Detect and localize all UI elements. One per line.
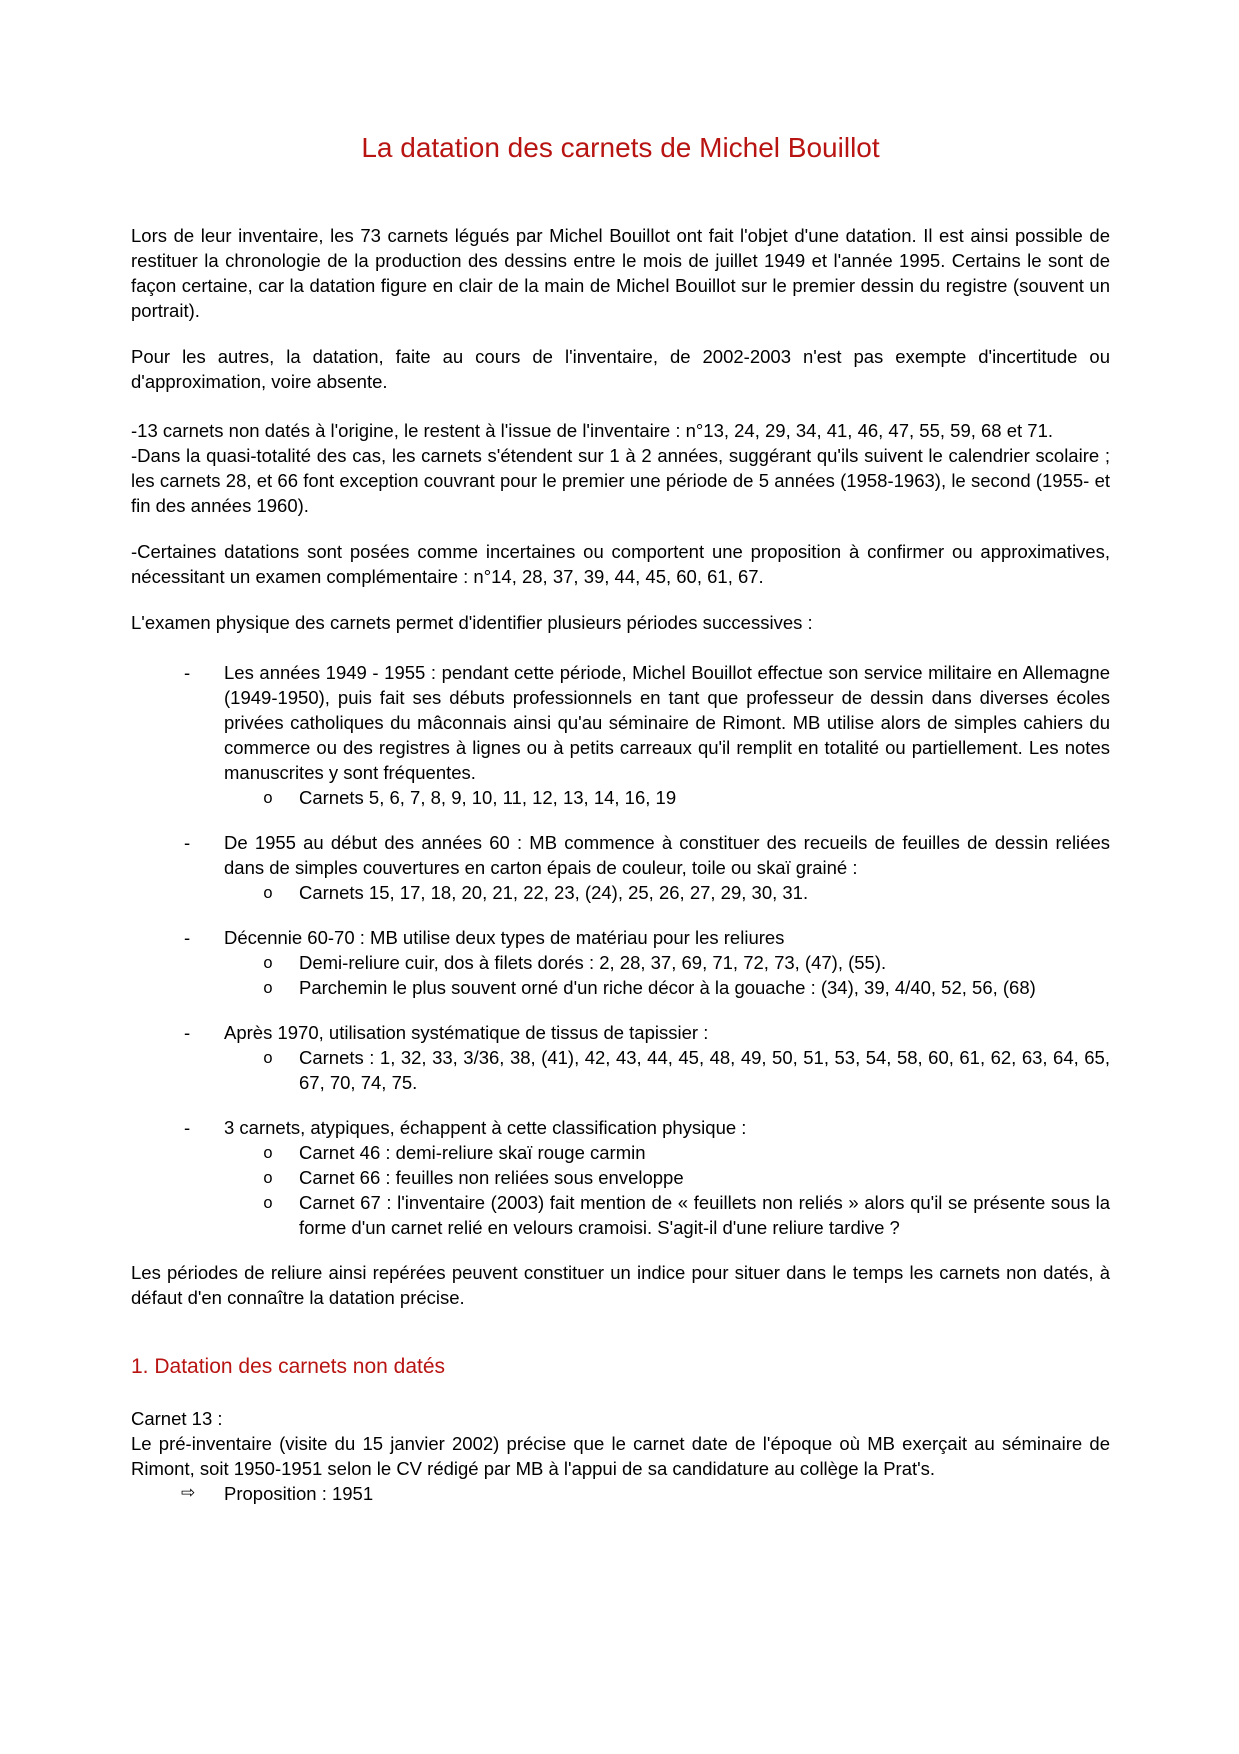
note-school-calendar: -Dans la quasi-totalité des cas, les carnets s'étendent sur 1 à 2 années, suggérant qu'ils suivent le calendrier scolaire ; les carnets 28, et 66 font exception couvrant pour le premier une période de 5 années (1958-1963), le second (1955- et fin des années 1960). (131, 445, 1110, 516)
period-4-text: Après 1970, utilisation systématique de tissus de tapissier : (224, 1022, 709, 1043)
dash-bullet-icon: - (184, 1022, 191, 1043)
list-item-period-1955-60 (131, 830, 1110, 905)
period-4-carnets: Carnets : 1, 32, 33, 3/36, 38, (41), 42, 43, 44, 45, 48, 49, 50, 51, 53, 54, 58, 60, 61, 62, 63, 64, 65, 67, 70, 74, 75. (299, 1047, 1110, 1093)
right-arrow-icon: ⇨ (181, 1483, 196, 1503)
circle-bullet-icon: o (263, 1194, 273, 1213)
period-2-text: De 1955 au début des années 60 : MB commence à constituer des recueils de feuilles de dessin reliées dans de simples couvertures en carton épais de couleur, toile ou skaï grainé : (224, 832, 1110, 878)
atypical-carnet-67: Carnet 67 : l'inventaire (2003) fait mention de « feuillets non reliés » alors qu'il se présente sous la forme d'un carnet relié en velours cramoisi. S'agit-il d'une reliure tardive ? (299, 1192, 1110, 1238)
circle-bullet-icon: o (263, 1049, 273, 1068)
atypical-carnet-66: Carnet 66 : feuilles non reliées sous enveloppe (299, 1167, 684, 1188)
intro-paragraph-1: Lors de leur inventaire, les 73 carnets légués par Michel Bouillot ont fait l'objet d'une datation. Il est ainsi possible de restituer la chronologie de la production des dessins entre le mois de juillet 1949 et l'année 1995. Certains le sont de façon certaine, car la datation figure en clair de la main de Michel Bouillot sur le premier dessin du registre (souvent un portrait). (131, 225, 1110, 321)
atypical-carnet-46: Carnet 46 : demi-reliure skaï rouge carmin (299, 1142, 646, 1163)
period-3-text: Décennie 60-70 : MB utilise deux types de matériau pour les reliures (224, 927, 785, 948)
period-3-leather: Demi-reliure cuir, dos à filets dorés : 2, 28, 37, 69, 71, 72, 73, (47), (55). (299, 952, 887, 973)
list-item-period-60-70 (131, 925, 1110, 1000)
circle-bullet-icon: o (263, 1144, 273, 1163)
sub-list-item (224, 880, 1110, 905)
dash-bullet-icon: - (184, 927, 191, 948)
dash-bullet-icon: - (184, 662, 191, 683)
carnet-13-label: Carnet 13 : (131, 1408, 223, 1429)
sub-list-item (224, 950, 1110, 975)
intro-paragraph-2: Pour les autres, la datation, faite au cours de l'inventaire, de 2002-2003 n'est pas exempte d'incertitude ou d'approximation, voire absente. (131, 346, 1110, 392)
circle-bullet-icon: o (263, 979, 273, 998)
proposition-text: Proposition : 1951 (224, 1483, 374, 1504)
period-1-text: Les années 1949 - 1955 : pendant cette période, Michel Bouillot effectue son service militaire en Allemagne (1949-1950), puis fait ses débuts professionnels en tant que professeur de dessin dans diverses écoles privées catholiques du mâconnais ainsi qu'au séminaire de Rimont. MB utilise alors de simples cahiers du commerce ou des registres à lignes ou à petits carreaux qu'il remplit en totalité ou partiellement. Les notes manuscrites y sont fréquentes. (224, 662, 1110, 783)
undated-notes-block (131, 418, 1110, 518)
list-item-period-apres-1970 (131, 1020, 1110, 1095)
periods-lead-paragraph: L'examen physique des carnets permet d'identifier plusieurs périodes successives : (131, 612, 813, 633)
period-2-carnets: Carnets 15, 17, 18, 20, 21, 22, 23, (24), 25, 26, 27, 29, 30, 31. (299, 882, 809, 903)
list-item-period-1949-1955 (131, 660, 1110, 810)
document-title: La datation des carnets de Michel Bouillot (361, 132, 880, 163)
circle-bullet-icon: o (263, 954, 273, 973)
carnet-13-description: Le pré-inventaire (visite du 15 janvier 2002) précise que le carnet date de l'époque où MB exerçait au séminaire de Rimont, soit 1950-1951 selon le CV rédigé par MB à l'appui de sa candidature au collège la Prat's. (131, 1433, 1110, 1479)
circle-bullet-icon: o (263, 1169, 273, 1188)
sub-list-item (224, 1045, 1110, 1095)
sub-list-item (224, 1165, 1110, 1190)
dash-bullet-icon: - (184, 1117, 191, 1138)
sub-list-item (224, 785, 1110, 810)
list-item-atypical-carnets (131, 1115, 1110, 1240)
period-5-text: 3 carnets, atypiques, échappent à cette classification physique : (224, 1117, 747, 1138)
period-1-carnets: Carnets 5, 6, 7, 8, 9, 10, 11, 12, 13, 14, 16, 19 (299, 787, 677, 808)
carnet-13-block (131, 1406, 1110, 1506)
dash-bullet-icon: - (184, 832, 191, 853)
sub-list-item (224, 975, 1110, 1000)
conclusion-paragraph: Les périodes de reliure ainsi repérées peuvent constituer un indice pour situer dans le temps les carnets non datés, à défaut d'en connaître la datation précise. (131, 1262, 1110, 1308)
note-undated-carnets: -13 carnets non datés à l'origine, le restent à l'issue de l'inventaire : n°13, 24, 29, 34, 41, 46, 47, 55, 59, 68 et 71. (131, 420, 1054, 441)
circle-bullet-icon: o (263, 884, 273, 903)
circle-bullet-icon: o (263, 789, 273, 808)
period-3-parchment: Parchemin le plus souvent orné d'un riche décor à la gouache : (34), 39, 4/40, 52, 56, (68) (299, 977, 1036, 998)
sub-list-item (224, 1190, 1110, 1240)
note-uncertain-datations: -Certaines datations sont posées comme incertaines ou comportent une proposition à confirmer ou approximatives, nécessitant un examen complémentaire : n°14, 28, 37, 39, 44, 45, 60, 61, 67. (131, 541, 1110, 587)
proposition-line (131, 1481, 1110, 1506)
sub-list-item (224, 1140, 1110, 1165)
section-1-heading: 1. Datation des carnets non datés (131, 1355, 446, 1378)
